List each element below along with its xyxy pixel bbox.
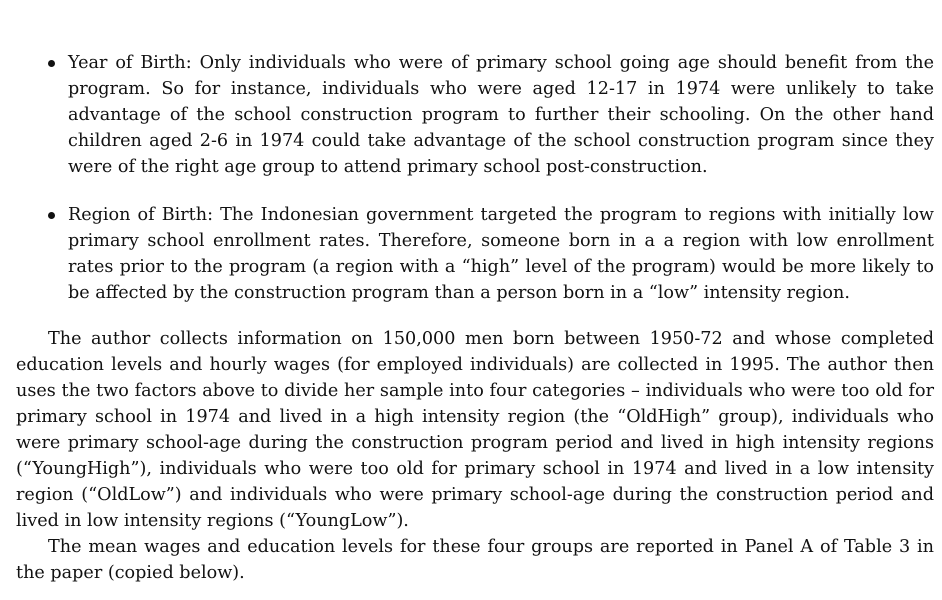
table-reference-paragraph: The mean wages and education levels for these four groups are reported in Panel A of Table 3 in the paper (copied below). [16,537,934,583]
document-page [16,50,934,586]
bullet-text: Region of Birth: The Indonesian government targeted the program to regions with initially low primary school enrollment rates. Therefore, someone born in a a region with low enrollment rates prior to the program (a region with a “high” level of the program) would be more likely to be affected by the construction program than a person born in a “low” intensity region. [68,205,934,303]
bullet-dot-icon [48,212,55,219]
bullet-region-of-birth [68,202,934,306]
bullet-year-of-birth [68,50,934,180]
factor-bullet-list [16,50,934,306]
bullet-dot-icon [48,60,55,67]
bullet-text: Year of Birth: Only individuals who were of primary school going age should benefit from the program. So for instance, individuals who were aged 12-17 in 1974 were unlikely to take advantage of the school construction program to further their schooling. On the other hand children aged 2-6 in 1974 could take advantage of the school construction program since they were of the right age group to attend primary school post-construction. [68,53,934,177]
sample-description-paragraph: The author collects information on 150,000 men born between 1950-72 and whose completed education levels and hourly wages (for employed individuals) are collected in 1995. The author then uses the two factors above to divide her sample into four categories – individuals who were too old for primary school in 1974 and lived in a high intensity region (the “OldHigh” group), individuals who were primary school-age during the construction program period and lived in high intensity regions (“YoungHigh”), individuals who were too old for primary school in 1974 and lived in a low intensity region (“OldLow”) and individuals who were primary school-age during the construction period and lived in low intensity regions (“YoungLow”). [16,329,934,531]
